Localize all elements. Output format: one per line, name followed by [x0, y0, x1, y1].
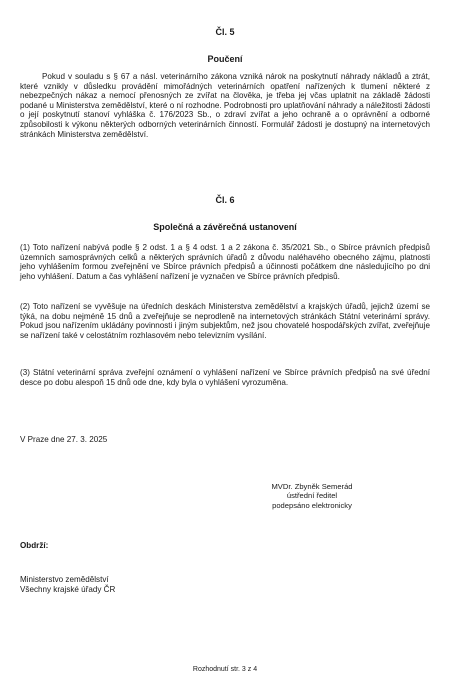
signatory-name: MVDr. Zbyněk Semerád — [271, 482, 353, 491]
place-and-date: V Praze dne 27. 3. 2025 — [20, 435, 108, 444]
page-footer: Rozhodnutí str. 3 z 4 — [192, 666, 258, 673]
article-6-paragraph-2: (2) Toto nařízení se vyvěšuje na úředních deskách Ministerstva zemědělství a krajských úřadů, jejichž území se týká, na dobu nejméně 15 dnů a zveřejňuje se neprodleně na internetových stránkách Státní veterinární správy. Pokud jsou nařízením ukládány povinnosti i jiným subjektům, než jsou chovatelé hospodářských zvířat, zveřejňuje se nařízení také v celostátním rozhlasovém nebo televizním vysílání. — [20, 302, 430, 340]
article-5-number: Čl. 5 — [215, 27, 235, 37]
article-6-paragraph-1: (1) Toto nařízení nabývá podle § 2 odst. 1 a § 4 odst. 1 a 2 zákona č. 35/2021 Sb., o Sbírce právních předpisů územních samosprávných celků a některých správních úřadů z důvodu naléhavého obecného zájmu, platnosti jeho vyhlášením formou zveřejnění ve Sbírce právních předpisů a účinnosti počátkem dne následujícího po dni jeho vyhlášení. Datum a čas vyhlášení nařízení je vyznačen ve Sbírce právních předpisů. — [20, 243, 430, 281]
article-5-text: Pokud v souladu s § 67 a násl. veterinárního zákona vzniká nárok na poskytnutí náhrady nákladů a ztrát, které vznikly v důsledku provádění mimořádných veterinárních opatření nařízených k tlumení některé z nebezpečných nákaz a nemocí přenosných ze zvířat na člověka, je třeba jej včas uplatnit na základě žádosti podané u Ministerstva zemědělství, které o ní rozhodne. Podrobnosti pro uplatňování náhrady a náležitosti žádosti o její poskytnutí stanoví vyhláška č. 176/2023 Sb., o zdraví zvířat a jeho ochraně a o oprávnění a odborné způsobilosti k výkonu některých odborných veterinárních činností. Formulář žádosti je dostupný na internetových stránkách Ministerstva zemědělství. — [20, 72, 430, 139]
signature-block — [232, 482, 392, 510]
article-6-title: Společná a závěrečná ustanovení — [153, 222, 297, 232]
article-5-title: Poučení — [207, 54, 243, 64]
recipient-item: Ministerstvo zemědělství — [20, 575, 109, 584]
recipients-label: Obdrží: — [20, 541, 49, 550]
recipient-item: Všechny krajské úřady ČR — [20, 585, 116, 594]
signatory-role: ústřední ředitel — [286, 491, 338, 501]
article-6-number: Čl. 6 — [215, 195, 235, 205]
signature-note: podepsáno elektronicky — [272, 500, 352, 510]
article-6-paragraph-3: (3) Státní veterinární správa zveřejní oznámení o vyhlášení nařízení ve Sbírce právních předpisů na své úřední desce po dobu alespoň 15 dnů ode dne, kdy byla o vyhlášení vyrozuměna. — [20, 368, 430, 387]
